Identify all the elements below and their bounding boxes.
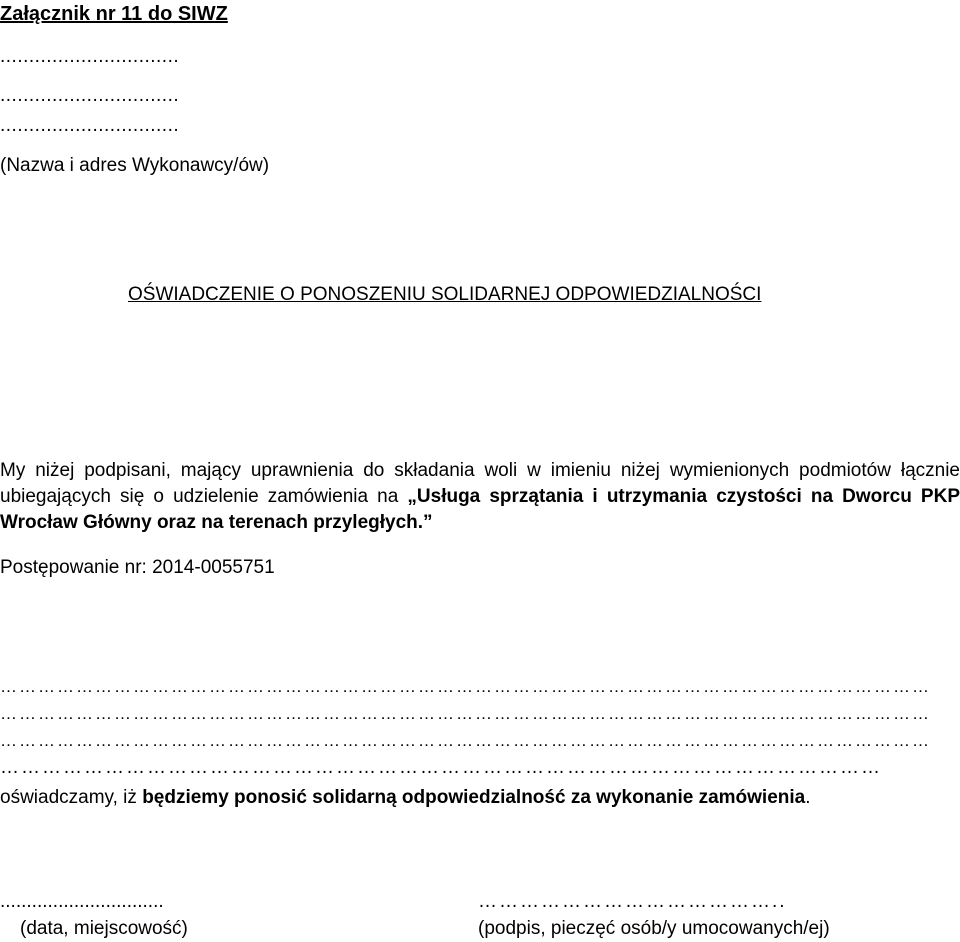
declaration-paragraph bbox=[0, 458, 960, 536]
declaration-statement bbox=[0, 786, 811, 810]
attachment-title: Załącznik nr 11 do SIWZ bbox=[0, 3, 228, 25]
fill-in-line: ……………………………………………………………………………………………………………… bbox=[0, 757, 882, 778]
fill-in-line: ………………………………………………………………………………………………………………………………… bbox=[0, 704, 931, 723]
contractor-dots-line: ............................... bbox=[0, 115, 180, 136]
procedure-number: Postępowanie nr: 2014-0055751 bbox=[0, 557, 275, 578]
signature-dots: …………………………………….. bbox=[478, 891, 787, 912]
declaration-end: . bbox=[805, 787, 811, 808]
declaration-bold-text: będziemy ponosić solidarną odpowiedzialność za wykonanie zamówienia bbox=[142, 787, 806, 808]
contractor-dots-line: ............................... bbox=[0, 85, 180, 106]
document-title: OŚWIADCZENIE O PONOSZENIU SOLIDARNEJ ODPOWIEDZIALNOŚCI bbox=[128, 284, 762, 305]
signature-caption: (podpis, pieczęć osób/y umocowanych/ej) bbox=[478, 918, 830, 939]
contract-name: „Usługa sprzątania i utrzymania czystości na Dworcu PKP Wrocław Główny oraz na terenach przyległych.” bbox=[0, 486, 960, 533]
date-place-dots: ............................... bbox=[0, 891, 164, 912]
date-place-caption: (data, miejscowość) bbox=[20, 918, 188, 939]
fill-in-line: ………………………………………………………………………………………………………………………………… bbox=[0, 731, 931, 750]
declaration-text: oświadczamy, iż bbox=[0, 787, 143, 808]
contractor-dots-line: ............................... bbox=[0, 46, 180, 67]
fill-in-line: ………………………………………………………………………………………………………………………………… bbox=[0, 677, 931, 696]
contractor-caption: (Nazwa i adres Wykonawcy/ów) bbox=[0, 155, 270, 176]
paragraph-text: My niżej podpisani, mający uprawnienia do składania woli w imieniu niżej wymienionych podmiotów łącznie ubiegających się o udzielenie zamówienia na bbox=[0, 460, 960, 507]
